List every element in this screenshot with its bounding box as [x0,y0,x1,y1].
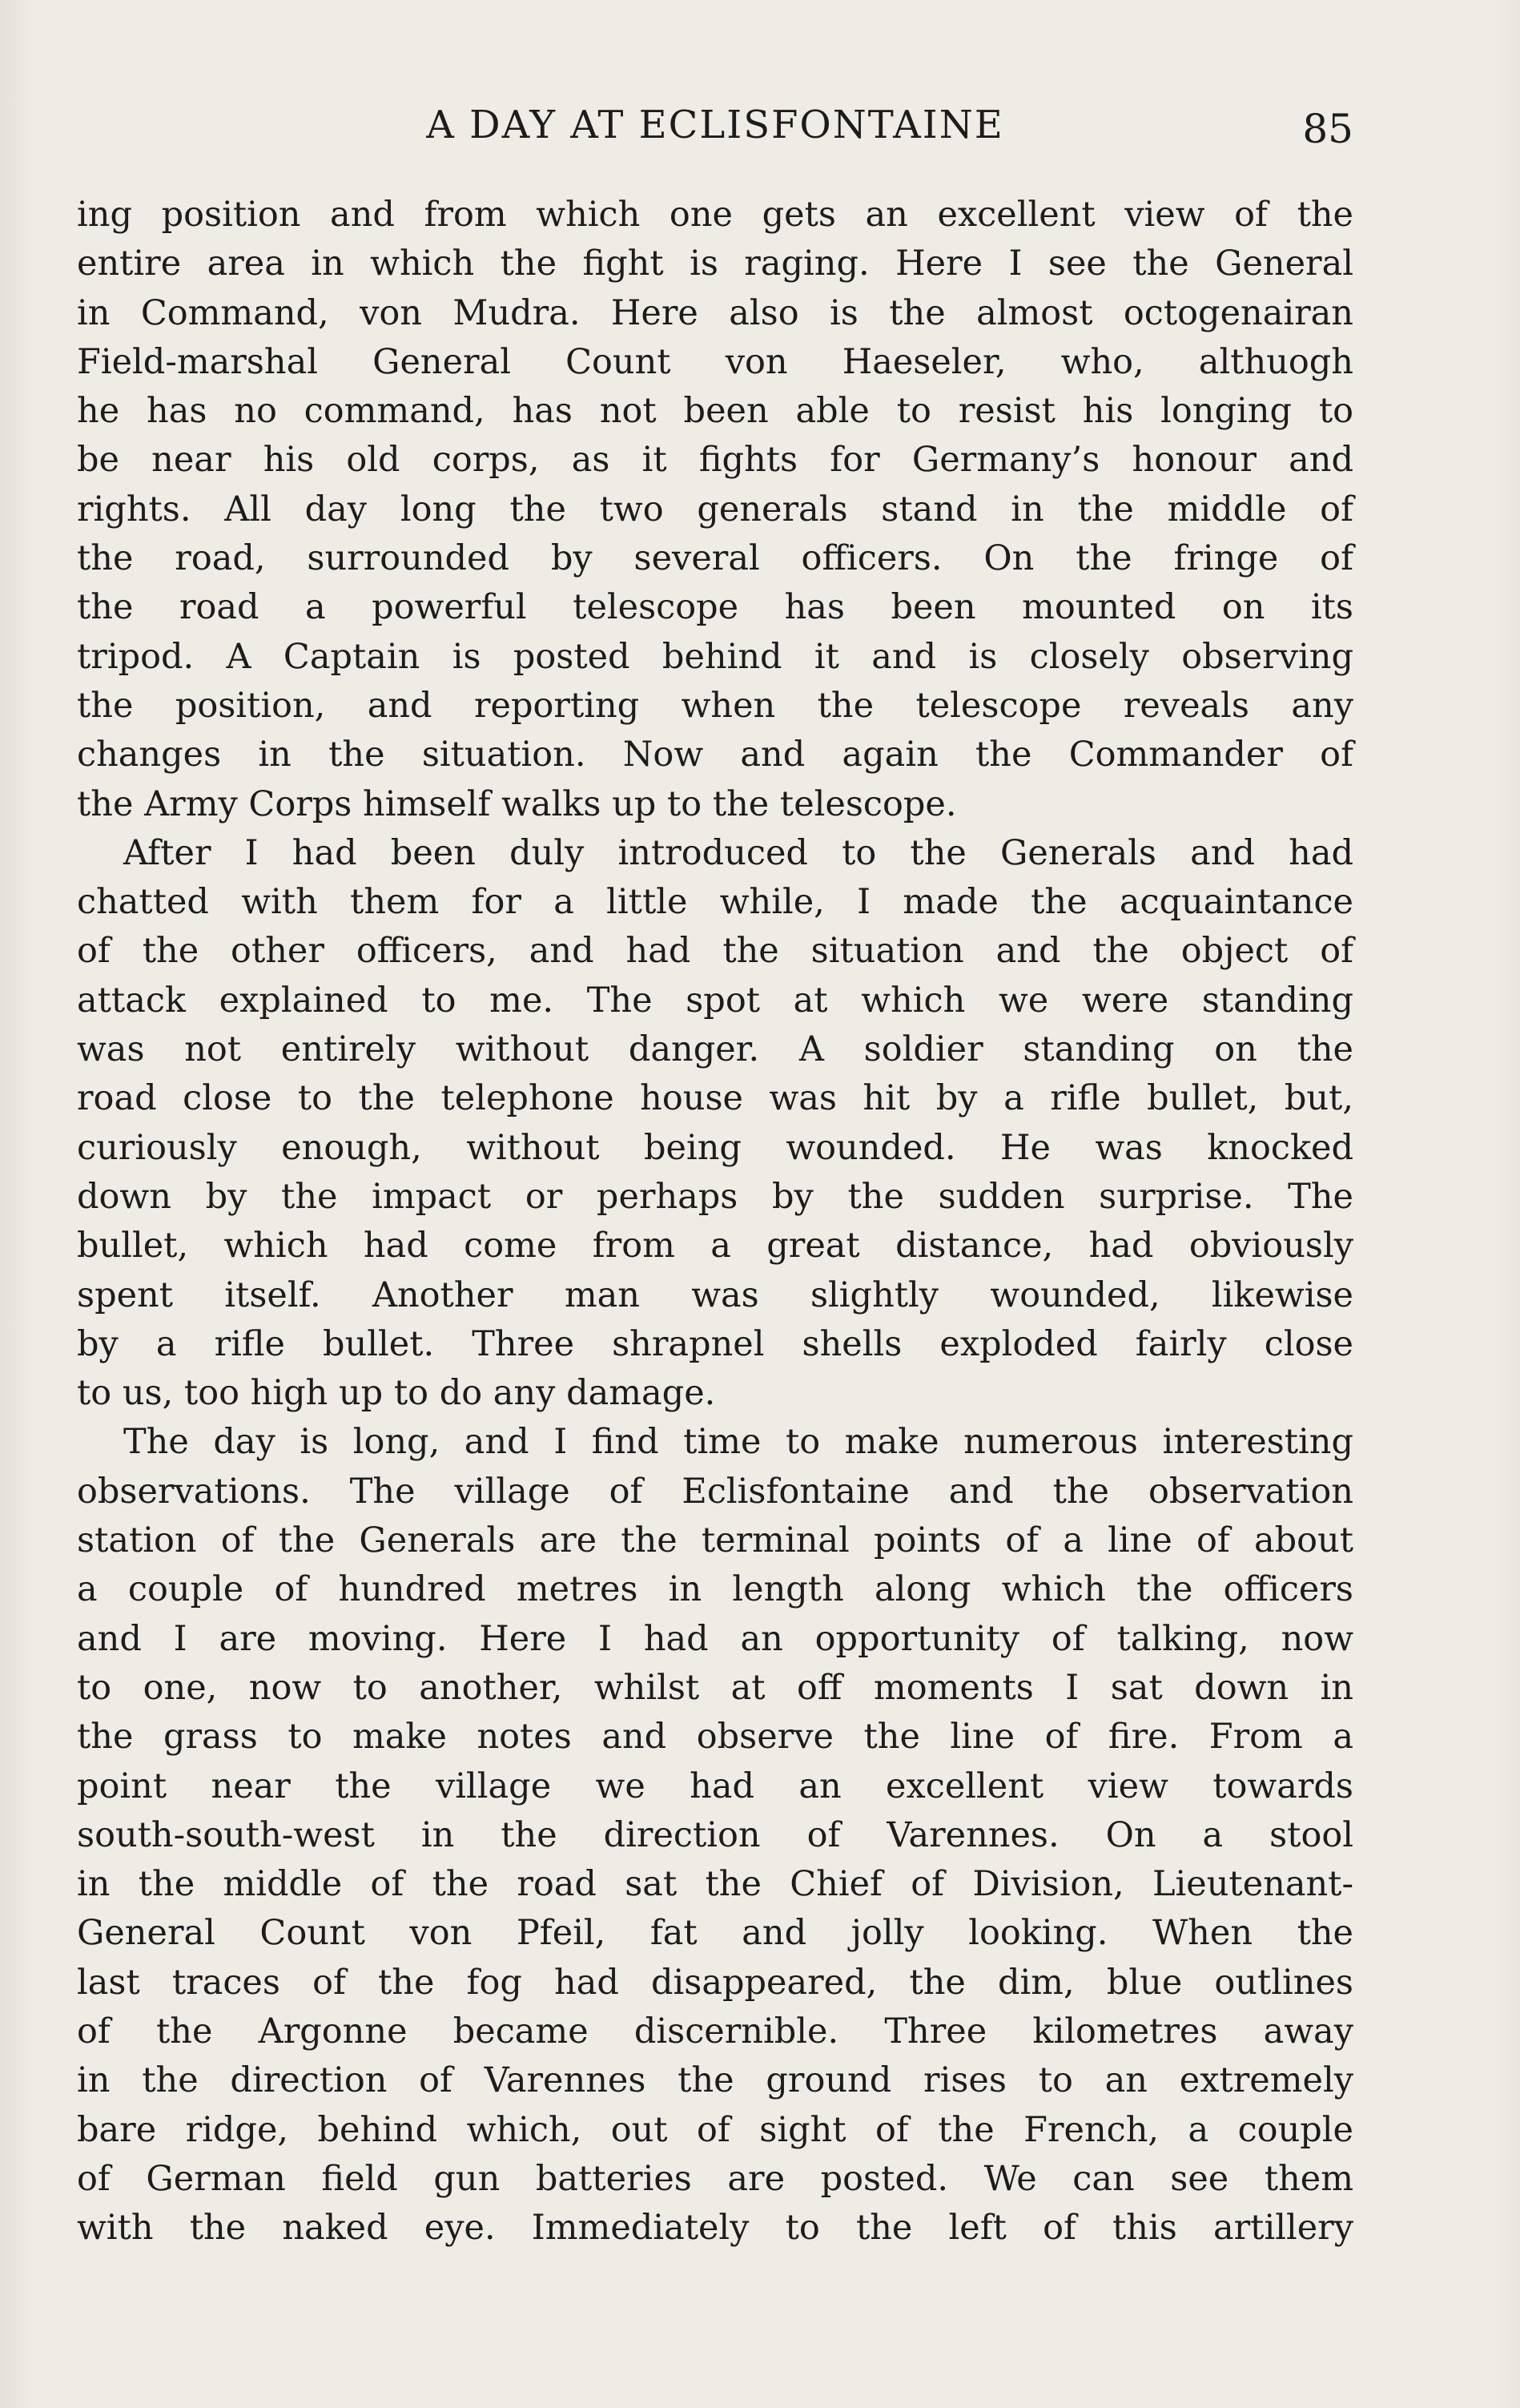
text-line: point near the village we had an excellent view towards [77,1766,1353,1806]
text-line: be near his old corps, as it fights for Germany’s honour and [77,440,1353,481]
paragraph [77,191,1353,829]
text-line: in the direction of Varennes the ground rises to an extremely [77,2060,1353,2101]
text-line: chatted with them for a little while, I made the acquaintance [77,882,1353,923]
body-text [77,191,1353,2253]
running-title: A DAY AT ECLISFONTAINE [426,103,1004,147]
text-line: After I had been duly introduced to the Generals and had [123,832,1353,873]
text-line: was not entirely without danger. A soldier standing on the [77,1029,1353,1070]
text-line: the Army Corps himself walks up to the telescope. [77,783,957,824]
text-line: road close to the telephone house was hit by a rifle bullet, but, [77,1078,1353,1119]
text-line: of the other officers, and had the situation and the object of [77,931,1353,972]
text-line: with the naked eye. Immediately to the left of this artillery [77,2208,1353,2249]
text-line: the position, and reporting when the telescope reveals any [77,685,1353,726]
text-line: bare ridge, behind which, out of sight of the French, a couple [77,2109,1353,2150]
text-line: in the middle of the road sat the Chief of Division, Lieutenant- [77,1864,1353,1905]
text-line: rights. All day long the two generals stand in the middle of [77,489,1353,530]
paragraph [77,829,1353,1419]
text-line: attack explained to me. The spot at which we were standing [77,980,1353,1021]
text-line: in Command, von Mudra. Here also is the almost octogenairan [77,292,1353,333]
text-line: spent itself. Another man was slightly wounded, likewise [77,1274,1353,1315]
text-line: by a rifle bullet. Three shrapnel shells exploded fairly close [77,1323,1353,1364]
text-line: south-south-west in the direction of Varennes. On a stool [77,1814,1353,1855]
text-line: to one, now to another, whilst at off moments I sat down in [77,1667,1353,1708]
page-header [77,103,1353,159]
text-line: Field-marshal General Count von Haeseler, who, althuogh [77,341,1353,382]
text-line: and I are moving. Here I had an opportunity of talking, now [77,1618,1353,1659]
text-line: to us, too high up to do any damage. [77,1373,716,1414]
text-line: of the Argonne became discernible. Three kilometres away [77,2011,1353,2052]
text-line: bullet, which had come from a great distance, had obviously [77,1226,1353,1266]
text-line: changes in the situation. Now and again the Commander of [77,735,1353,775]
text-line: the road, surrounded by several officers. On the fringe of [77,538,1353,579]
text-line: the road a powerful telescope has been mounted on its [77,587,1353,628]
text-line: The day is long, and I find time to make numerous interesting [123,1422,1353,1463]
text-line: tripod. A Captain is posted behind it and is closely observing [77,636,1353,677]
page-number: 85 [1302,106,1353,152]
text-line: General Count von Pfeil, fat and jolly looking. When the [77,1913,1353,1954]
text-line: down by the impact or perhaps by the sudden surprise. The [77,1176,1353,1217]
text-line: station of the Generals are the terminal points of a line of about [77,1520,1353,1561]
text-line: ing position and from which one gets an excellent view of the [77,195,1353,235]
text-line: the grass to make notes and observe the line of fire. From a [77,1717,1353,1758]
text-line: of German field gun batteries are posted. We can see them [77,2158,1353,2199]
paragraph [77,1418,1353,2253]
text-line: entire area in which the fight is raging. Here I see the General [77,244,1353,284]
text-line: a couple of hundred metres in length along which the officers [77,1569,1353,1610]
text-line: observations. The village of Eclisfontaine and the observation [77,1471,1353,1512]
text-line: last traces of the fog had disappeared, the dim, blue outlines [77,1962,1353,2003]
text-line: he has no command, has not been able to resist his longing to [77,391,1353,432]
text-line: curiously enough, without being wounded. He was knocked [77,1127,1353,1168]
